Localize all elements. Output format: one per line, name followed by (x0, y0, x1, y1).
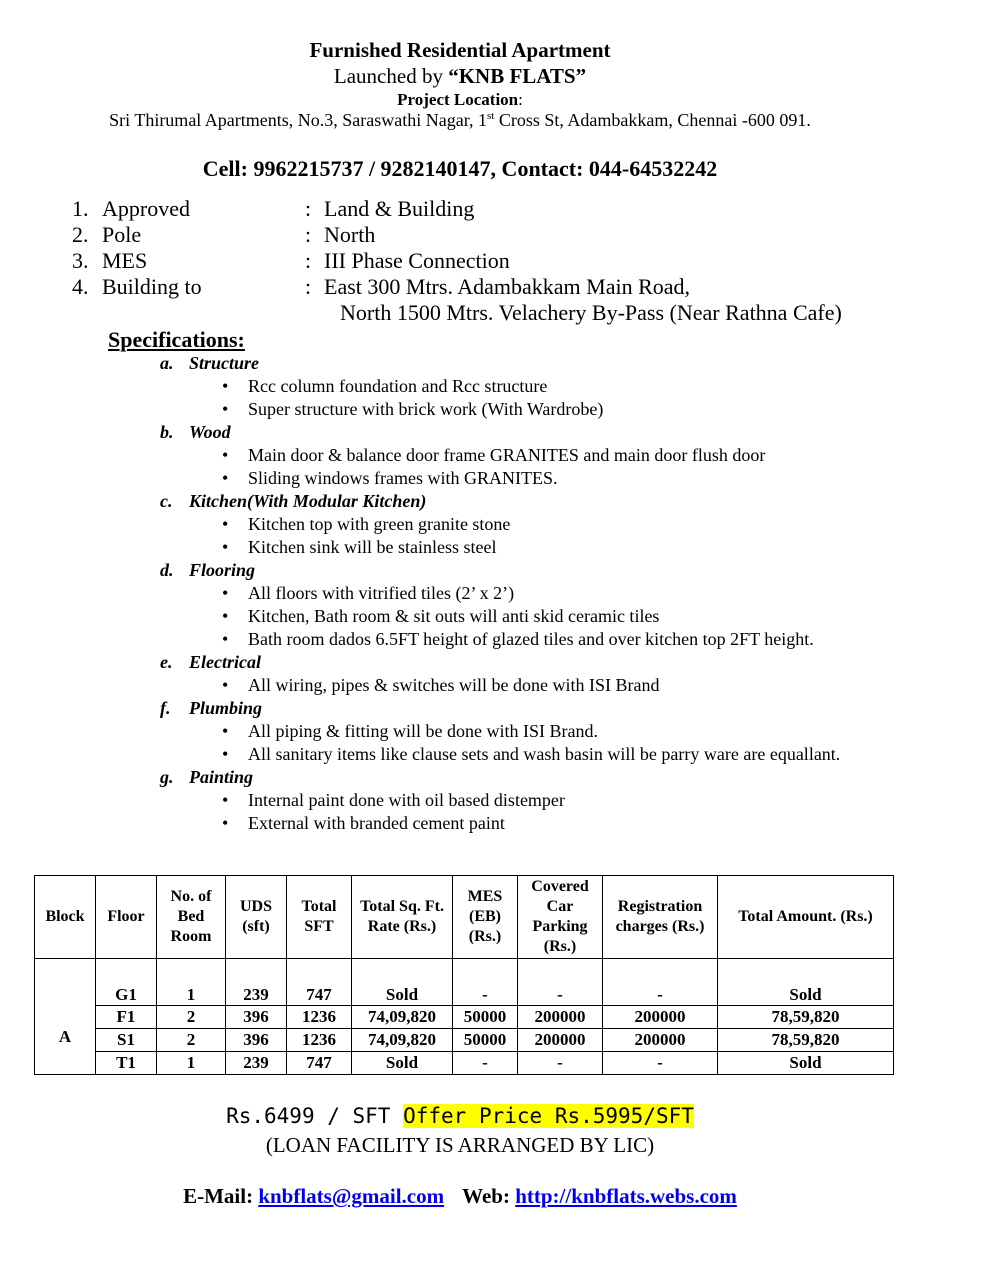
table-cell: 239 (226, 1052, 287, 1075)
table-cell: Sold (352, 959, 453, 1006)
table-cell: - (518, 959, 603, 1006)
detail-number: 4. (72, 274, 89, 299)
spec-item-text: All wiring, pipes & switches will be done with ISI Brand (248, 675, 660, 695)
spec-item (160, 789, 873, 812)
bullet-icon: • (222, 399, 229, 419)
address-pre: Sri Thirumal Apartments, No.3, Saraswathi Nagar, 1 (109, 110, 488, 130)
detail-colon: : (305, 196, 312, 221)
spec-section-heading (160, 490, 873, 513)
bullet-icon: • (222, 790, 229, 810)
table-cell: - (518, 1052, 603, 1075)
spec-section-letter: g. (160, 767, 174, 787)
detail-label: Pole (102, 222, 142, 247)
company-name: “KNB FLATS” (448, 64, 587, 88)
header-bedrooms: No. of Bed Room (157, 876, 226, 959)
header-parking: Covered Car Parking (Rs.) (518, 876, 603, 959)
spec-item-text: External with branded cement paint (248, 813, 505, 833)
bullet-icon: • (222, 721, 229, 741)
spec-section-heading (160, 766, 873, 789)
email-link[interactable]: knbflats@gmail.com (258, 1184, 445, 1208)
table-cell: T1 (96, 1052, 157, 1075)
spec-item (160, 375, 873, 398)
spec-item-text: Main door & balance door frame GRANITES and main door flush door (248, 445, 766, 465)
spec-item-text: Rcc column foundation and Rcc structure (248, 376, 548, 396)
bullet-icon: • (222, 813, 229, 833)
launched-by-line (0, 64, 920, 89)
table-cell: 200000 (603, 1006, 718, 1029)
spec-section-letter: e. (160, 652, 173, 672)
spec-item (160, 812, 873, 835)
bullet-icon: • (222, 583, 229, 603)
table-cell: - (603, 1052, 718, 1075)
phone-numbers: Cell: 9962215737 / 9282140147, Contact: 044-64532242 (202, 156, 718, 181)
table-cell: Sold (718, 959, 894, 1006)
table-row (35, 1029, 894, 1052)
detail-value: Land & Building (324, 196, 475, 221)
spec-section-heading (160, 352, 873, 375)
table-cell: 1 (157, 959, 226, 1006)
bullet-icon: • (222, 744, 229, 764)
table-cell: 2 (157, 1029, 226, 1052)
spec-item (160, 628, 873, 651)
pricing-table (34, 875, 894, 1075)
header-uds: UDS (sft) (226, 876, 287, 959)
table-cell: 200000 (518, 1006, 603, 1029)
header-total-amount: Total Amount. (Rs.) (718, 876, 894, 959)
address-post: Cross St, Adambakkam, Chennai -600 091. (494, 110, 811, 130)
spec-item-text: Kitchen, Bath room & sit outs will anti skid ceramic tiles (248, 606, 660, 626)
spec-section-letter: c. (160, 491, 173, 511)
regular-price: Rs.6499 / SFT (226, 1104, 404, 1128)
spec-item (160, 536, 873, 559)
spec-item-text: Sliding windows frames with GRANITES. (248, 468, 558, 488)
spec-item-text: All sanitary items like clause sets and wash basin will be parry ware are equallant. (248, 744, 841, 764)
loan-note: (LOAN FACILITY IS ARRANGED BY LIC) (265, 1133, 655, 1157)
spec-item-text: Super structure with brick work (With Wardrobe) (248, 399, 604, 419)
detail-continuation-text: North 1500 Mtrs. Velachery By-Pass (Near Rathna Cafe) (340, 300, 842, 325)
table-cell: 1236 (287, 1006, 352, 1029)
location-label-line (0, 90, 920, 110)
spec-item (160, 743, 873, 766)
detail-value: North (324, 222, 376, 247)
spec-section-name: Electrical (189, 652, 261, 672)
detail-label: Building to (102, 274, 202, 299)
detail-number: 2. (72, 222, 89, 247)
table-cell: 50000 (453, 1029, 518, 1052)
spec-item (160, 582, 873, 605)
detail-number: 1. (72, 196, 89, 221)
spec-section-heading (160, 697, 873, 720)
bullet-icon: • (222, 629, 229, 649)
spec-item (160, 444, 873, 467)
spec-item-text: Kitchen sink will be stainless steel (248, 537, 497, 557)
table-cell: 1236 (287, 1029, 352, 1052)
spec-section-name: Structure (189, 353, 260, 373)
contact-line (0, 1184, 920, 1209)
spec-item (160, 605, 873, 628)
table-cell: 2 (157, 1006, 226, 1029)
table-cell: 747 (287, 959, 352, 1006)
table-cell: G1 (96, 959, 157, 1006)
spec-item (160, 513, 873, 536)
bullet-icon: • (222, 514, 229, 534)
detail-colon: : (305, 222, 312, 247)
table-cell: 74,09,820 (352, 1006, 453, 1029)
spec-section-letter: d. (160, 560, 174, 580)
table-cell: F1 (96, 1006, 157, 1029)
spec-item-text: Internal paint done with oil based distemper (248, 790, 565, 810)
spec-section-name: Flooring (189, 560, 256, 580)
bullet-icon: • (222, 445, 229, 465)
table-row (35, 1052, 894, 1075)
table-cell: - (453, 1052, 518, 1075)
bullet-icon: • (222, 606, 229, 626)
web-label: Web: (462, 1184, 516, 1208)
spec-item (160, 398, 873, 421)
table-cell: 74,09,820 (352, 1029, 453, 1052)
bullet-icon: • (222, 537, 229, 557)
spec-item (160, 674, 873, 697)
table-cell: S1 (96, 1029, 157, 1052)
spec-section-name: Plumbing (189, 698, 263, 718)
price-line (0, 1104, 920, 1128)
detail-value: East 300 Mtrs. Adambakkam Main Road, (324, 274, 691, 299)
table-cell: - (603, 959, 718, 1006)
offer-price: Offer Price Rs.5995/SFT (403, 1104, 694, 1128)
header-block: Block (35, 876, 96, 959)
detail-label: Approved (102, 196, 190, 221)
spec-section-letter: f. (160, 698, 171, 718)
location-colon: : (518, 90, 523, 109)
detail-value: III Phase Connection (324, 248, 510, 273)
detail-colon: : (305, 274, 312, 299)
table-cell: 78,59,820 (718, 1029, 894, 1052)
detail-label: MES (102, 248, 148, 273)
specifications-list (160, 352, 873, 835)
detail-colon: : (305, 248, 312, 273)
bullet-icon: • (222, 675, 229, 695)
header-registration: Registration charges (Rs.) (603, 876, 718, 959)
address-sup: st (487, 110, 495, 122)
address (0, 110, 920, 131)
email-label: E-Mail: (183, 1184, 259, 1208)
table-cell: 396 (226, 1006, 287, 1029)
spec-item-text: Bath room dados 6.5FT height of glazed tiles and over kitchen top 2FT height. (248, 629, 814, 649)
table-cell: 50000 (453, 1006, 518, 1029)
detail-number: 3. (72, 248, 89, 273)
spec-section-letter: a. (160, 353, 174, 373)
table-header-row (35, 876, 894, 959)
spec-item (160, 467, 873, 490)
spec-section-heading (160, 421, 873, 444)
table-row (35, 959, 894, 1006)
spec-section-heading (160, 651, 873, 674)
spec-item-text: Kitchen top with green granite stone (248, 514, 511, 534)
spec-item (160, 720, 873, 743)
document-title: Furnished Residential Apartment (309, 38, 611, 62)
table-cell: 1 (157, 1052, 226, 1075)
block-cell: A (35, 959, 96, 1075)
header-mes: MES (EB) (Rs.) (453, 876, 518, 959)
table-cell: 200000 (603, 1029, 718, 1052)
web-link[interactable]: http://knbflats.webs.com (515, 1184, 737, 1208)
table-cell: 78,59,820 (718, 1006, 894, 1029)
spec-section-letter: b. (160, 422, 174, 442)
spec-section-name: Wood (189, 422, 231, 442)
header-floor: Floor (96, 876, 157, 959)
spec-section-name: Painting (189, 767, 254, 787)
spec-item-text: All floors with vitrified tiles (2’ x 2’) (248, 583, 515, 603)
location-label: Project Location (397, 90, 519, 109)
table-cell: 747 (287, 1052, 352, 1075)
spec-section-name: Kitchen(With Modular Kitchen) (189, 491, 427, 511)
header-rate: Total Sq. Ft. Rate (Rs.) (352, 876, 453, 959)
table-row (35, 1006, 894, 1029)
spec-item-text: All piping & fitting will be done with ISI Brand. (248, 721, 598, 741)
table-cell: Sold (352, 1052, 453, 1075)
header-total-sft: Total SFT (287, 876, 352, 959)
table-cell: 239 (226, 959, 287, 1006)
table-cell: 396 (226, 1029, 287, 1052)
table-cell: 200000 (518, 1029, 603, 1052)
launched-prefix: Launched by (333, 64, 449, 88)
spec-section-heading (160, 559, 873, 582)
table-cell: - (453, 959, 518, 1006)
table-cell: Sold (718, 1052, 894, 1075)
specifications-title: Specifications: (108, 327, 245, 352)
bullet-icon: • (222, 468, 229, 488)
bullet-icon: • (222, 376, 229, 396)
